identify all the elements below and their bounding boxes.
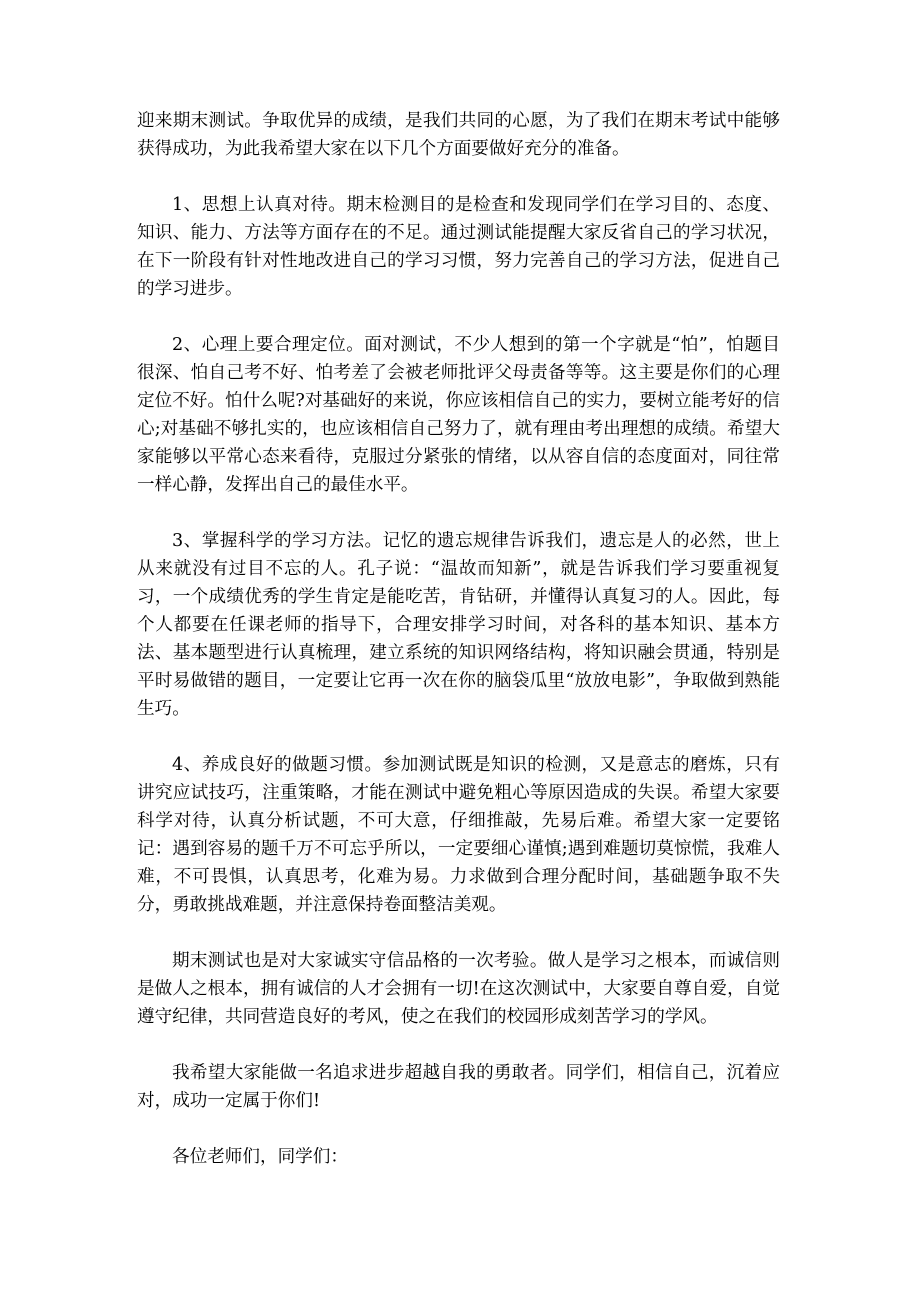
paragraph-encouragement: 我希望大家能做一名追求进步超越自我的勇敢者。同学们，相信自己，沉着应对，成功一定属于你们! xyxy=(137,1063,780,1111)
paragraph-point-3: 3、掌握科学的学习方法。记忆的遗忘规律告诉我们，遗忘是人的必然，世上从来就没有过目不忘的人。孔子说：“温故而知新”，就是告诉我们学习要重视复习，一个成绩优秀的学生肯定是能吃苦，肯钻研，并懂得认真复习的人。因此，每个人都要在任课老师的指导下，合理安排学习时间，对各科的基本知识、基本方法、基本题型进行认真梳理，建立系统的知识网络结构，将知识融会贯通，特别是平时易做错的题目，一定要让它再一次在你的脑袋瓜里“放放电影”，争取做到熟能生巧。 xyxy=(137,531,780,719)
paragraph-point-2: 2、心理上要合理定位。面对测试，不少人想到的第一个字就是“怕”，怕题目很深、怕自己考不好、怕考差了会被老师批评父母责备等等。这主要是你们的心理定位不好。怕什么呢?对基础好的来说，你应该相信自己的实力，要树立能考好的信心;对基础不够扎实的，也应该相信自己努力了，就有理由考出理想的成绩。希望大家能够以平常心态来看待，克服过分紧张的情绪，以从容自信的态度面对，同往常一样心静，发挥出自己的最佳水平。 xyxy=(137,335,780,495)
paragraph-integrity: 期末测试也是对大家诚实守信品格的一次考验。做人是学习之根本，而诚信则是做人之根本，拥有诚信的人才会拥有一切!在这次测试中，大家要自尊自爱，自觉遵守纪律，共同营造良好的考风，使之在我们的校园形成刻苦学习的学风。 xyxy=(137,951,780,1027)
paragraph-intro: 迎来期末测试。争取优异的成绩，是我们共同的心愿，为了我们在期末考试中能够获得成功，为此我希望大家在以下几个方面要做好充分的准备。 xyxy=(137,111,780,159)
document-body xyxy=(137,107,780,1199)
paragraph-point-1: 1、思想上认真对待。期末检测目的是检查和发现同学们在学习目的、态度、知识、能力、方法等方面存在的不足。通过测试能提醒大家反省自己的学习状况，在下一阶段有针对性地改进自己的学习习惯，努力完善自己的学习方法，促进自己的学习进步。 xyxy=(137,195,780,299)
paragraph-point-4: 4、养成良好的做题习惯。参加测试既是知识的检测，又是意志的磨炼，只有讲究应试技巧，注重策略，才能在测试中避免粗心等原因造成的失误。希望大家要科学对待，认真分析试题，不可大意，仔细推敲，先易后难。希望大家一定要铭记：遇到容易的题千万不可忘乎所以，一定要细心谨慎;遇到难题切莫惊慌，我难人难，不可畏惧，认真思考，化难为易。力求做到合理分配时间，基础题争取不失分，勇敢挑战难题，并注意保持卷面整洁美观。 xyxy=(137,755,780,915)
paragraph-salutation: 各位老师们，同学们： xyxy=(172,1147,348,1167)
